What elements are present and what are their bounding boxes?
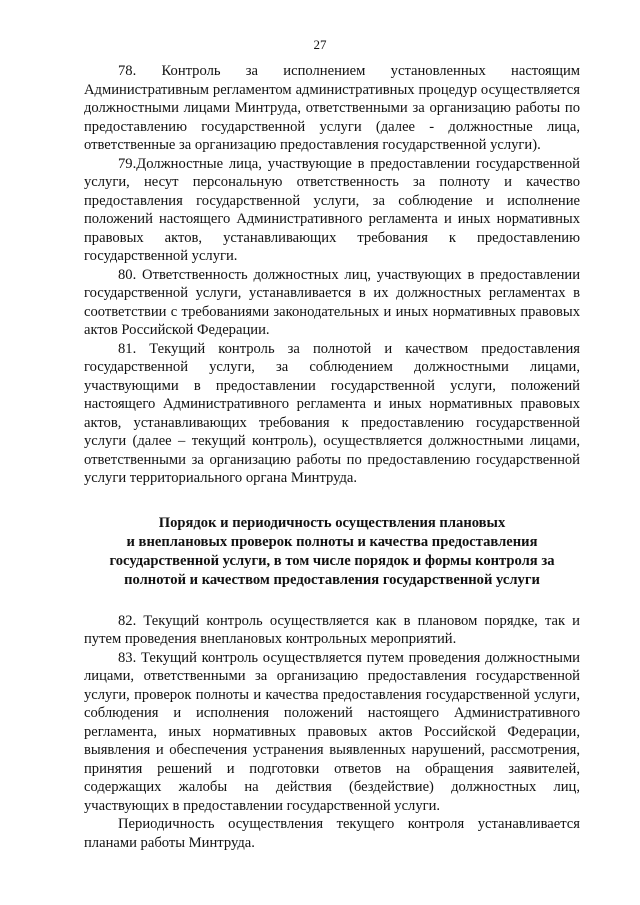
section-heading-line: и внеплановых проверок полноты и качества предоставления: [126, 533, 538, 550]
page-content: [84, 62, 580, 852]
paragraph-83: 83. Текущий контроль осуществляется путем проведения должностными лицами, ответственными за организацию предоставления государственной услуги, проверок полноты и качества предоставления государственной услуги, соблюдения и исполнения положений настоящего Административного регламента, иных нормативных правовых актов Российской Федерации, выявления и обеспечения устранения выявленных нарушений, рассмотрения, принятия решений и подготовки ответов на обращения заявителей, содержащих жалобы на действия (бездействие) должностных лиц, участвующих в предоставлении государственной услуги.: [84, 649, 580, 814]
paragraph-81: 81. Текущий контроль за полнотой и качеством предоставления государственной услуги, за соблюдением должностными лицами, участвующими в предоставлении государственной услуги, положений настоящего Административного регламента и иных нормативных правовых актов, устанавливающих требования к предоставлению государственной услуги (далее – текущий контроль), осуществляется должностными лицами, ответственными за организацию работы по предоставлению государственной услуги территориального органа Минтруда.: [84, 340, 580, 486]
section-heading-line: Порядок и периодичность осуществления плановых: [158, 514, 506, 531]
section-heading: [84, 514, 580, 590]
section-heading-line: государственной услуги, в том числе порядок и формы контроля за: [109, 552, 555, 569]
paragraph-79: 79.Должностные лица, участвующие в предоставлении государственной услуги, несут персональную ответственность за полноту и качество предоставления государственной услуги, за соблюдение и исполнение положений настоящего Административного регламента и иных нормативных правовых актов, устанавливающих требования к предоставлению государственной услуги.: [84, 155, 580, 264]
page-number: 27: [313, 37, 327, 52]
paragraph-78: 78. Контроль за исполнением установленных настоящим Административным регламентом административных процедур осуществляется должностными лицами Минтруда, ответственными за организацию работы по предоставлению государственной услуги (далее - должностные лица, ответственные за организацию предоставления государственной услуги).: [84, 63, 580, 153]
paragraph-80: 80. Ответственность должностных лиц, участвующих в предоставлении государственной услуги, устанавливается в их должностных регламентах в соответствии с требованиями законодательных и иных нормативных правовых актов Российской Федерации.: [84, 266, 580, 338]
paragraph-82: 82. Текущий контроль осуществляется как в плановом порядке, так и путем проведения внеплановых контрольных мероприятий.: [84, 612, 580, 647]
paragraph-periodicity: Периодичность осуществления текущего контроля устанавливается планами работы Минтруда.: [84, 816, 580, 851]
section-heading-line: полнотой и качеством предоставления государственной услуги: [124, 571, 540, 588]
